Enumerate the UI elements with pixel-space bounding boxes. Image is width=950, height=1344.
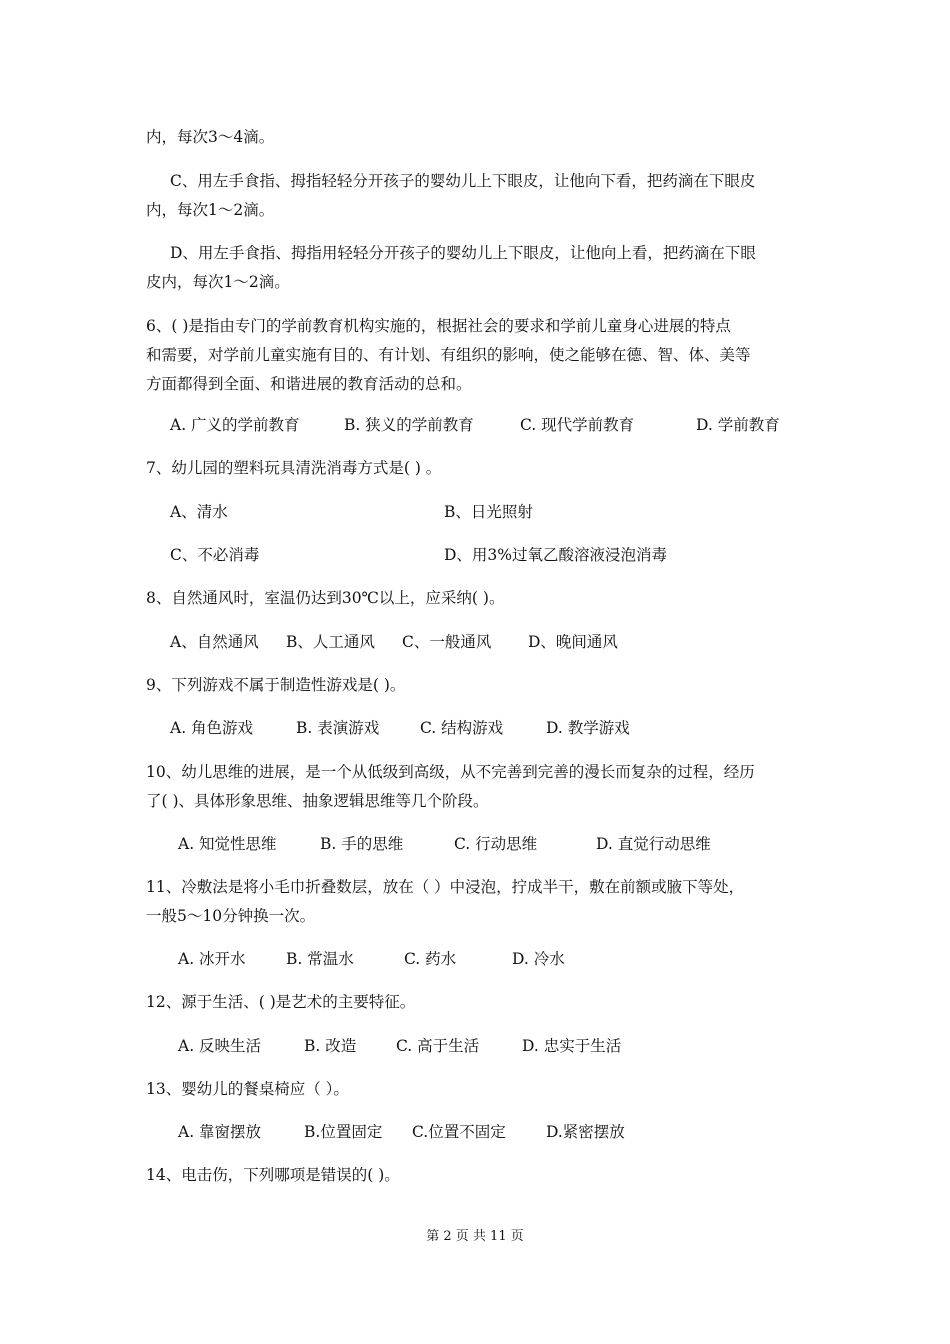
question-13-option: C.位置不固定 [412, 1123, 506, 1141]
question-5-option-c-cont: 内，每次1～2滴。 [146, 201, 275, 219]
question-13-option: D.紧密摆放 [546, 1123, 625, 1141]
question-11-text-cont: 一般5～10分钟换一次。 [146, 907, 316, 925]
question-7-option: B、日光照射 [444, 503, 533, 521]
question-11-option: C. 药水 [404, 950, 457, 968]
question-5-option-d: D、用左手食指、拇指用轻轻分开孩子的婴幼儿上下眼皮，让他向上看，把药滴在下眼 [170, 244, 756, 262]
question-9-option: A. 角色游戏 [170, 719, 254, 737]
question-9-text: 9、下列游戏不属于制造性游戏是( )。 [146, 676, 406, 694]
question-11-option: D. 冷水 [512, 950, 565, 968]
question-6-text-cont: 方面都得到全面、和谐进展的教育活动的总和。 [146, 375, 472, 393]
question-7-option: A、清水 [170, 503, 228, 521]
question-7-text: 7、幼儿园的塑料玩具清洗消毒方式是( ) 。 [146, 459, 442, 477]
question-6-text-cont: 和需要，对学前儿童实施有目的、有计划、有组织的影响，使之能够在德、智、体、美等 [146, 346, 751, 364]
question-10-text: 10、幼儿思维的进展，是一个从低级到高级，从不完善到完善的漫长而复杂的过程，经历 [146, 763, 755, 781]
question-7-option: C、不必消毒 [170, 546, 260, 564]
question-8-option: B、人工通风 [286, 633, 375, 651]
question-8-text: 8、自然通风时，室温仍达到30℃以上，应采纳( )。 [146, 589, 505, 607]
page-number-footer: 第 2 页 共 11 页 [426, 1229, 524, 1244]
question-12-option: D. 忠实于生活 [522, 1037, 622, 1055]
question-11-option: B. 常温水 [286, 950, 354, 968]
question-13-text: 13、婴幼儿的餐桌椅应（ ）。 [146, 1080, 349, 1098]
question-12-text: 12、源于生活、( )是艺术的主要特征。 [146, 993, 416, 1011]
question-6-option: A. 广义的学前教育 [170, 416, 300, 434]
question-10-option: B. 手的思维 [320, 835, 404, 853]
question-8-option: C、一般通风 [402, 633, 492, 651]
question-11-option: A. 冰开水 [178, 950, 246, 968]
question-10-option: C. 行动思维 [454, 835, 538, 853]
question-9-option: C. 结构游戏 [420, 719, 504, 737]
question-10-text-cont: 了( )、具体形象思维、抽象逻辑思维等几个阶段。 [146, 792, 489, 810]
question-12-option: B. 改造 [304, 1037, 357, 1055]
question-10-option: D. 直觉行动思维 [596, 835, 711, 853]
question-13-option: A. 靠窗摆放 [178, 1123, 262, 1141]
question-14-text: 14、电击伤，下列哪项是错误的( )。 [146, 1166, 400, 1184]
question-10-option: A. 知觉性思维 [178, 835, 277, 853]
question-9-option: D. 教学游戏 [546, 719, 630, 737]
question-6-option: C. 现代学前教育 [520, 416, 635, 434]
question-5-option-d-cont: 皮内，每次1～2滴。 [146, 273, 290, 291]
question-6-option: B. 狭义的学前教育 [344, 416, 474, 434]
question-5-option-c: C、用左手食指、拇指轻轻分开孩子的婴幼儿上下眼皮，让他向下看，把药滴在下眼皮 [170, 172, 756, 190]
question-5-text: 内，每次3～4滴。 [146, 128, 275, 146]
question-12-option: C. 高于生活 [396, 1037, 480, 1055]
question-8-option: D、晚间通风 [528, 633, 618, 651]
question-9-option: B. 表演游戏 [296, 719, 380, 737]
question-7-option: D、用3%过氧乙酸溶液浸泡消毒 [444, 546, 668, 564]
question-6-text: 6、( )是指由专门的学前教育机构实施的，根据社会的要求和学前儿童身心进展的特点 [146, 317, 731, 335]
question-6-option: D. 学前教育 [696, 416, 780, 434]
question-11-text: 11、冷敷法是将小毛巾折叠数层，放在（ ）中浸泡，拧成半干，敷在前额或腋下等处， [146, 878, 745, 896]
question-12-option: A. 反映生活 [178, 1037, 262, 1055]
question-8-option: A、自然通风 [170, 633, 259, 651]
question-13-option: B.位置固定 [304, 1123, 383, 1141]
